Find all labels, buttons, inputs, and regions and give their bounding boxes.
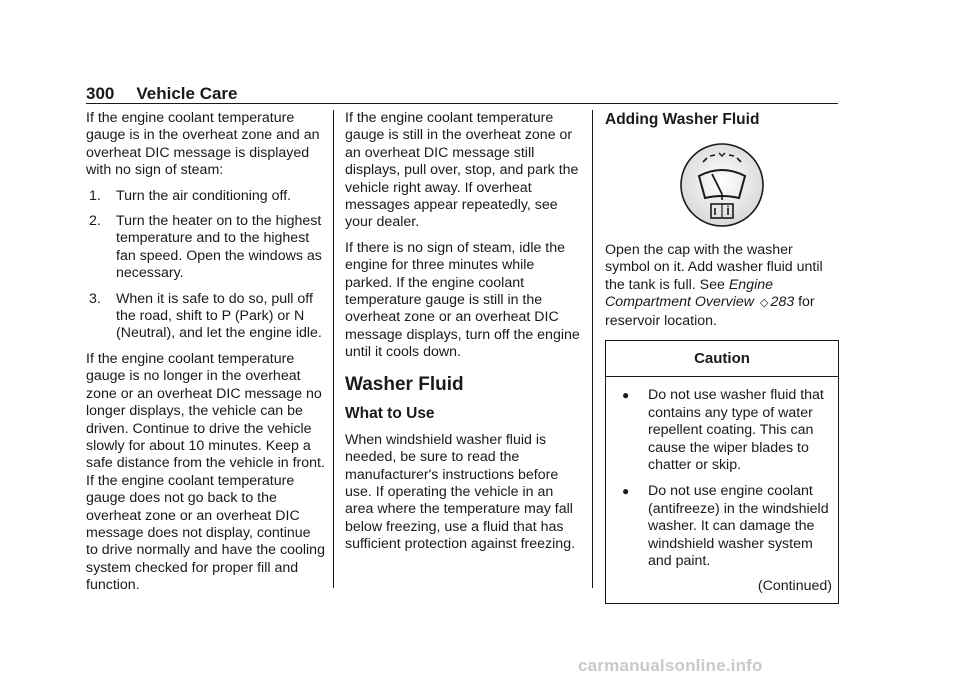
step-text: Turn the heater on to the highest temperature and to the highest fan speed. Open the windows as necessary.	[116, 213, 322, 282]
caution-item	[616, 483, 832, 570]
column-divider-2	[592, 110, 593, 588]
section-title: Vehicle Care	[136, 84, 238, 103]
page-number: 300	[86, 84, 115, 103]
step-number: 3.	[89, 290, 101, 307]
step-text: When it is safe to do so, pull off the road, shift to P (Park) or N (Neutral), and let the engine idle.	[116, 290, 322, 342]
step-item	[86, 213, 326, 283]
washer-icon-container	[605, 142, 839, 228]
caution-box	[605, 340, 839, 604]
what-to-use-paragraph: When windshield washer fluid is needed, be sure to read the manufacturer's instructions before use. If operating the vehicle in an area where the temperature may fall below freezing, use a fluid that has sufficient protection against freezing.	[345, 431, 576, 553]
bullet-icon: ●	[622, 484, 630, 499]
heading-adding-washer-fluid: Adding Washer Fluid	[605, 111, 760, 128]
column-divider-1	[333, 110, 334, 588]
header-rule	[86, 103, 838, 104]
step-item	[86, 188, 326, 205]
watermark: carmanualsonline.info	[578, 656, 763, 675]
overheat-resolved-paragraph: If the engine coolant temperature gauge is no longer in the overheat zone or an overheat DIC message no longer displays, the vehicle can be driven. Continue to drive the vehicle slowly for about 10 minutes. Keep a safe distance from the vehicle in front. If the engine coolant temperature gauge does not go back to the overheat zone or an overheat DIC message does not display, continue to drive normally and have the cooling system checked for proper fill and function.	[86, 350, 325, 594]
step-item	[86, 291, 326, 343]
caution-item-text: Do not use washer fluid that contains any type of water repellent coating. This can cause the wiper blades to chatter or skip.	[648, 387, 824, 474]
caution-list	[616, 387, 832, 570]
step-number: 1.	[89, 187, 101, 204]
step-text: Turn the air conditioning off.	[116, 187, 292, 204]
adding-text-after: for reservoir location.	[605, 294, 815, 329]
overheat-intro: If the engine coolant temperature gauge is in the overheat zone and an overheat DIC message is displayed with no sign of steam:	[86, 110, 320, 179]
column-1	[86, 110, 326, 603]
heading-washer-fluid: Washer Fluid	[345, 373, 464, 395]
overheat-steps	[86, 188, 326, 343]
washer-fluid-symbol-icon	[679, 142, 765, 228]
column-3	[605, 110, 839, 604]
caution-item-text: Do not use engine coolant (antifreeze) in the windshield washer. It can damage the windshield washer system and paint.	[648, 483, 829, 570]
xref-diamond-icon: ◇	[759, 297, 769, 310]
adding-washer-paragraph	[605, 242, 839, 330]
page-header	[86, 84, 238, 104]
heading-what-to-use: What to Use	[345, 404, 435, 422]
no-steam-paragraph: If there is no sign of steam, idle the engine for three minutes while parked. If the engine coolant temperature gauge is still in the overheat zone or an overheat DIC message displays, turn off the engine until it cools down.	[345, 239, 580, 361]
caution-item	[616, 387, 832, 474]
xref-page[interactable]: 283	[770, 294, 795, 311]
overheat-persist-paragraph: If the engine coolant temperature gauge is still in the overheat zone or an overheat DIC message still displays, pull over, stop, and park the vehicle right away. If overheat messages appear repeatedly, see your dealer.	[345, 110, 579, 231]
bullet-icon: ●	[622, 388, 630, 403]
step-number: 2.	[89, 213, 101, 230]
caution-title: Caution	[606, 341, 838, 377]
column-2	[345, 110, 585, 562]
caution-body	[606, 377, 838, 602]
xref-title[interactable]: Engine Compartment Overview	[605, 276, 774, 311]
adding-text-before: Open the cap with the washer symbol on it. Add washer fluid until the tank is full. See	[605, 242, 823, 293]
continued-label: (Continued)	[757, 577, 832, 594]
